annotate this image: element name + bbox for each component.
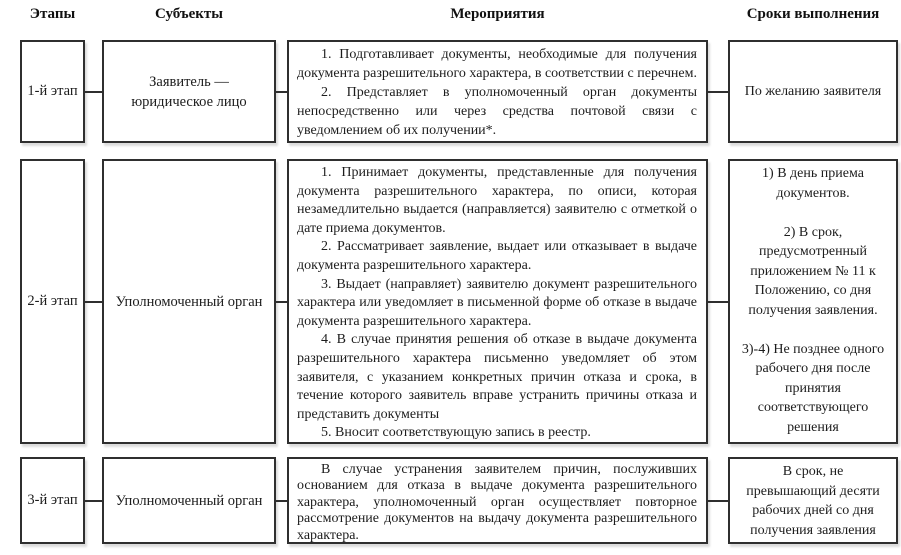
- deadline-paragraph: 3)-4) Не позднее одного рабочего дня после принятия соответствующего решения: [741, 341, 885, 435]
- deadline-paragraph: По желанию заявителя: [744, 83, 882, 99]
- deadlines-box: [728, 159, 898, 444]
- connector-line: [276, 500, 287, 502]
- column-header-activities: Мероприятия: [450, 6, 545, 22]
- connector-line: [276, 91, 287, 93]
- stage-box: 3-й этап: [20, 457, 85, 544]
- deadline-paragraph: 1) В день приема документов.: [762, 166, 864, 201]
- stage-row-2: [20, 159, 898, 444]
- stage-row-3: [20, 457, 898, 544]
- column-header-subjects: Субъекты: [154, 6, 223, 22]
- subject-box: Уполномоченный орган: [102, 457, 276, 544]
- deadlines-box: [728, 457, 898, 544]
- connector-line: [708, 500, 728, 502]
- deadline-paragraph: 2) В срок, предусмотренный приложением № 11 к Положению, со дня получения заявления.: [748, 224, 878, 318]
- connector-line: [708, 301, 728, 303]
- connector-line: [85, 301, 102, 303]
- activities-box: [287, 159, 708, 444]
- activity-paragraph: 1. Принимает документы, представленные для получения документа разрешительного характера, по описи, которая незамедлительно выдается (направляется) заявителю с отметкой о дате приема документов.: [297, 165, 697, 236]
- subject-box: Заявитель — юридическое лицо: [102, 40, 276, 143]
- activity-paragraph: В случае устранения заявителем причин, послуживших основанием для отказа в выдаче документа разрешительного характера, уполномоченный орган осуществляет повторное рассмотрение документов на выдачу документа разрешительного характера.: [297, 462, 697, 543]
- stage-row-1: [20, 40, 898, 143]
- activity-paragraph: 2. Рассматривает заявление, выдает или отказывает в выдаче документа разрешительного характера.: [297, 239, 697, 273]
- subject-box: Уполномоченный орган: [102, 159, 276, 444]
- stage-box: 2-й этап: [20, 159, 85, 444]
- connector-line: [276, 301, 287, 303]
- activities-box: [287, 40, 708, 143]
- activity-paragraph: 3. Выдает (направляет) заявителю документ разрешительного характера или уведомляет в письменной форме об отказе в выдаче документа разрешительного характера.: [297, 276, 697, 329]
- activity-paragraph: 5. Вносит соответствующую запись в реестр.: [321, 425, 591, 441]
- connector-line: [85, 500, 102, 502]
- column-header-stages: Этапы: [29, 6, 76, 22]
- connector-line: [85, 91, 102, 93]
- activity-paragraph: 2. Представляет в уполномоченный орган документы непосредственно или через средства почтовой связи с уведомлением об их получении*.: [297, 85, 697, 138]
- activities-box: [287, 457, 708, 544]
- deadlines-box: [728, 40, 898, 143]
- activity-paragraph: 1. Подготавливает документы, необходимые для получения документа разрешительного характера, в соответствии с перечнем.: [297, 47, 697, 81]
- connector-line: [708, 91, 728, 93]
- activity-paragraph: 4. В случае принятия решения об отказе в выдаче документа разрешительного характера письменно уведомляет об этом заявителя, с указанием конкретных причин отказа и срока, в течение которого заявитель вправе устранить причины отказа и представить документы: [297, 332, 697, 422]
- stage-box: 1-й этап: [20, 40, 85, 143]
- column-header-deadlines: Сроки выполнения: [746, 6, 880, 22]
- deadline-paragraph: В срок, не превышающий десяти рабочих дней со дня получения заявления: [746, 464, 880, 538]
